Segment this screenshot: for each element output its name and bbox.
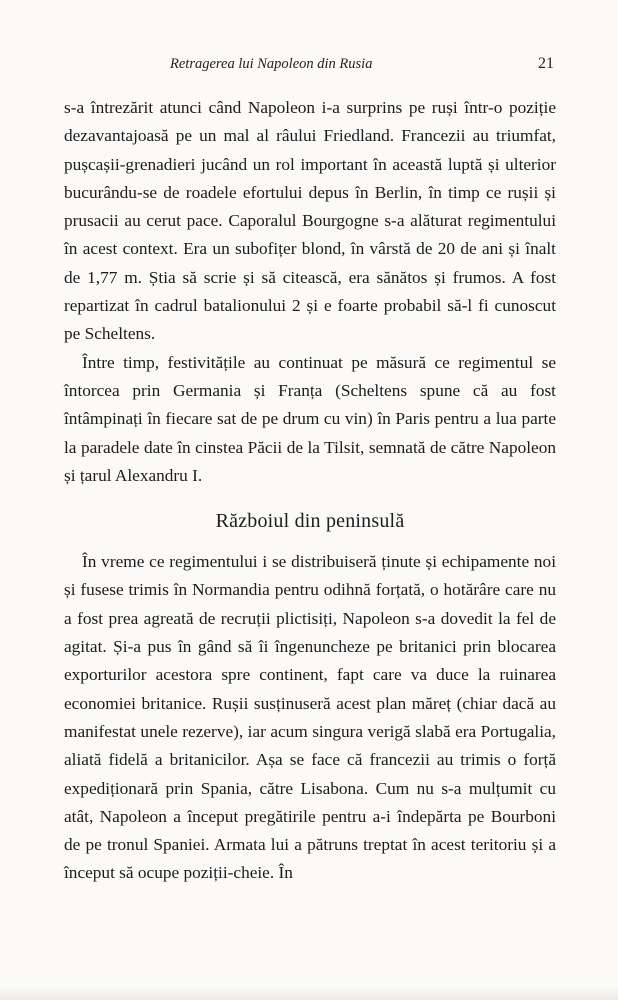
paragraph: s-a întrezărit atunci când Napoleon i-a surprins pe ruși într-o poziție dezavantajoasă pe un mal al râului Friedland. Francezii au triumfat, pușcașii-grenadieri jucând un rol important în această luptă și ulterior bucurându-se de roadele efortului depus în Berlin, în timp ce rușii și prusacii au cerut pace. Caporalul Bourgogne s-a alăturat regimentului în acest context. Era un subofițer blond, în vârstă de 20 de ani și înalt de 1,77 m. Știa să scrie și să citească, era sănătos și frumos. A fost repartizat în cadrul batalionului 2 și e foarte probabil să-l fi cunoscut pe Scheltens. <box>64 98 556 344</box>
page-number: 21 <box>538 55 554 72</box>
running-title: Retragerea lui Napoleon din Rusia <box>170 56 373 72</box>
paragraph: În vreme ce regimentului i se distribuiseră ținute și echipamente noi și fusese trimis în Normandia pentru odihnă forțată, o hotărâre care nu a fost prea agreată de recruții plictisiți, Napoleon s-a dovedit la fel de agitat. Și-a pus în gând să îi îngenuncheze pe britanici prin blocarea exporturilor acestora spre continent, fapt care va duce la ruinarea economiei britanice. Rușii susținuseră acest plan măreț (chiar dacă au manifestat unele rezerve), iar acum singura verigă slabă era Portugalia, aliată fidelă a britanicilor. Așa se face că francezii au trimis o forță expediționară prin Spania, către Lisabona. Cum nu s-a mulțumit cu atât, Napoleon a început pregătirile pentru a-i îndepărta pe Bourboni de pe tronul Spaniei. Armata lui a pătruns treptat în acest teritoriu și a început să ocupe poziții-cheie. În <box>64 552 556 883</box>
paragraph: Între timp, festivitățile au continuat pe măsură ce regimentul se întorcea prin Germania și Franța (Scheltens spune că au fost întâmpinați în fiecare sat de pe drum cu vin) în Paris pentru a lua parte la paradele date în cinstea Păcii de la Tilsit, semnată de către Napoleon și țarul Alexandru I. <box>64 352 556 485</box>
page-edge-shadow <box>0 986 618 1000</box>
section-heading: Războiul din peninsulă <box>215 510 405 533</box>
running-header <box>112 50 562 80</box>
body-text <box>64 94 556 888</box>
